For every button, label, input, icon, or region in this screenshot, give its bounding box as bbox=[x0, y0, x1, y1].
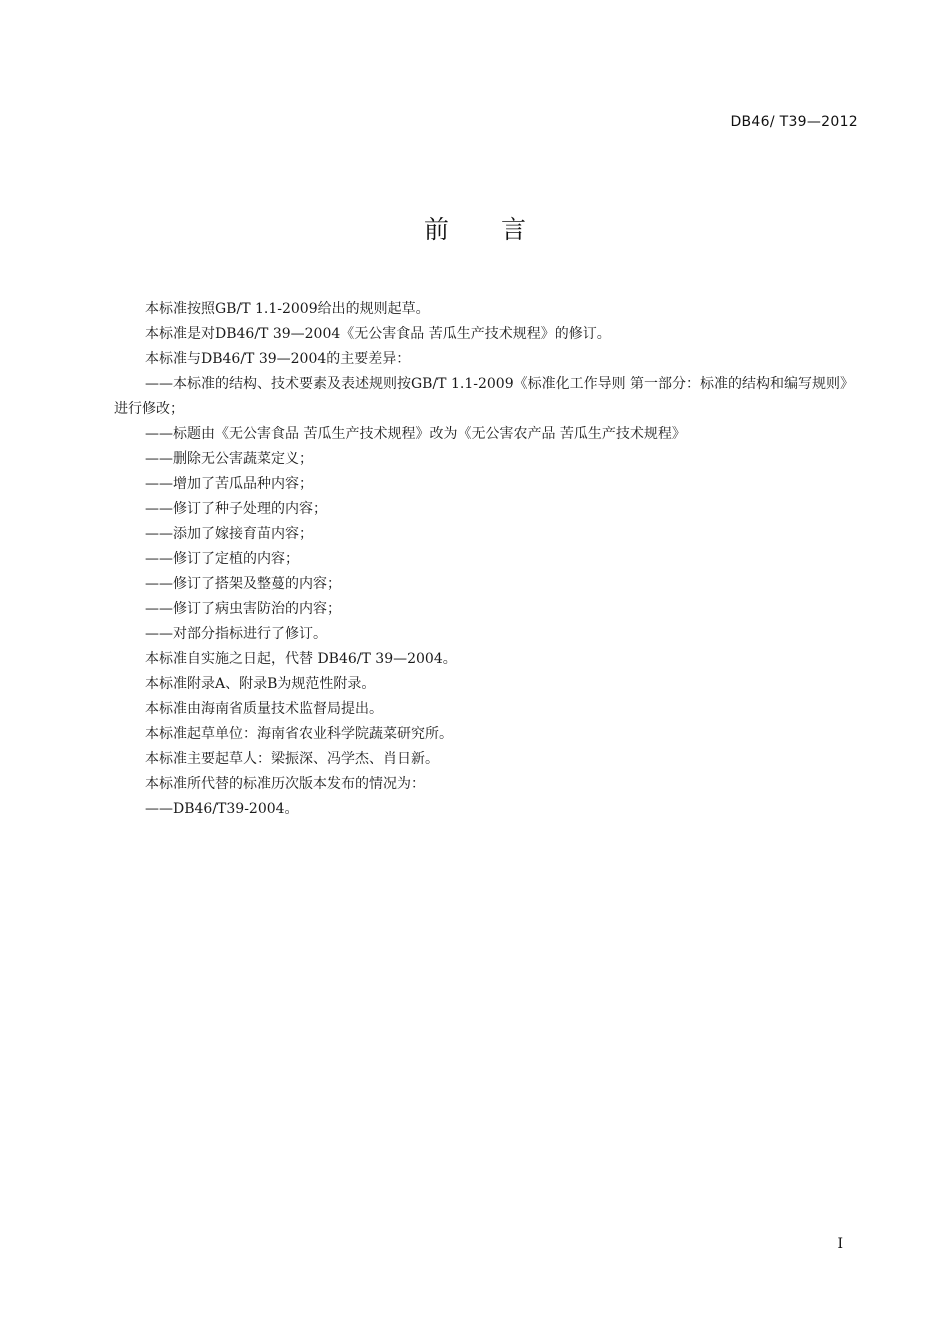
list-item: ——修订了病虫害防治的内容； bbox=[145, 601, 341, 617]
list-item: ——修订了种子处理的内容； bbox=[145, 501, 327, 517]
list-item: ——修订了定植的内容； bbox=[145, 551, 299, 567]
list-item: ——添加了嫁接育苗内容； bbox=[145, 526, 313, 542]
list-item: ——删除无公害蔬菜定义； bbox=[145, 451, 313, 467]
paragraph: 本标准按照GB/T 1.1-2009给出的规则起草。 bbox=[145, 301, 430, 317]
paragraph: 本标准主要起草人：梁振深、冯学杰、肖日新。 bbox=[145, 751, 439, 767]
list-item: ——标题由《无公害食品 苦瓜生产技术规程》改为《无公害农产品 苦瓜生产技术规程》 bbox=[145, 426, 686, 442]
list-item: ——DB46/T39-2004。 bbox=[145, 801, 299, 817]
document-code: DB46/ T39—2012 bbox=[730, 114, 858, 130]
paragraph: 本标准起草单位：海南省农业科学院蔬菜研究所。 bbox=[145, 726, 453, 742]
paragraph: 本标准所代替的标准历次版本发布的情况为： bbox=[145, 776, 425, 792]
list-item: ——增加了苦瓜品种内容； bbox=[145, 476, 313, 492]
list-item: ——对部分指标进行了修订。 bbox=[145, 626, 327, 642]
list-item: ——本标准的结构、技术要素及表述规则按GB/T 1.1-2009《标准化工作导则 第一部分：标准的结构和编写规则》进行修改； bbox=[114, 376, 855, 417]
paragraph: 本标准是对DB46/T 39—2004《无公害食品 苦瓜生产技术规程》的修订。 bbox=[145, 326, 611, 342]
page-number: I bbox=[837, 1236, 843, 1252]
paragraph: 本标准自实施之日起，代替 DB46/T 39—2004。 bbox=[145, 651, 457, 667]
body-text bbox=[114, 297, 860, 822]
page-title: 前言 bbox=[423, 215, 578, 244]
paragraph: 本标准与DB46/T 39—2004的主要差异： bbox=[145, 351, 411, 367]
paragraph: 本标准由海南省质量技术监督局提出。 bbox=[145, 701, 383, 717]
list-item: ——修订了搭架及整蔓的内容； bbox=[145, 576, 341, 592]
paragraph: 本标准附录A、附录B为规范性附录。 bbox=[145, 676, 376, 692]
